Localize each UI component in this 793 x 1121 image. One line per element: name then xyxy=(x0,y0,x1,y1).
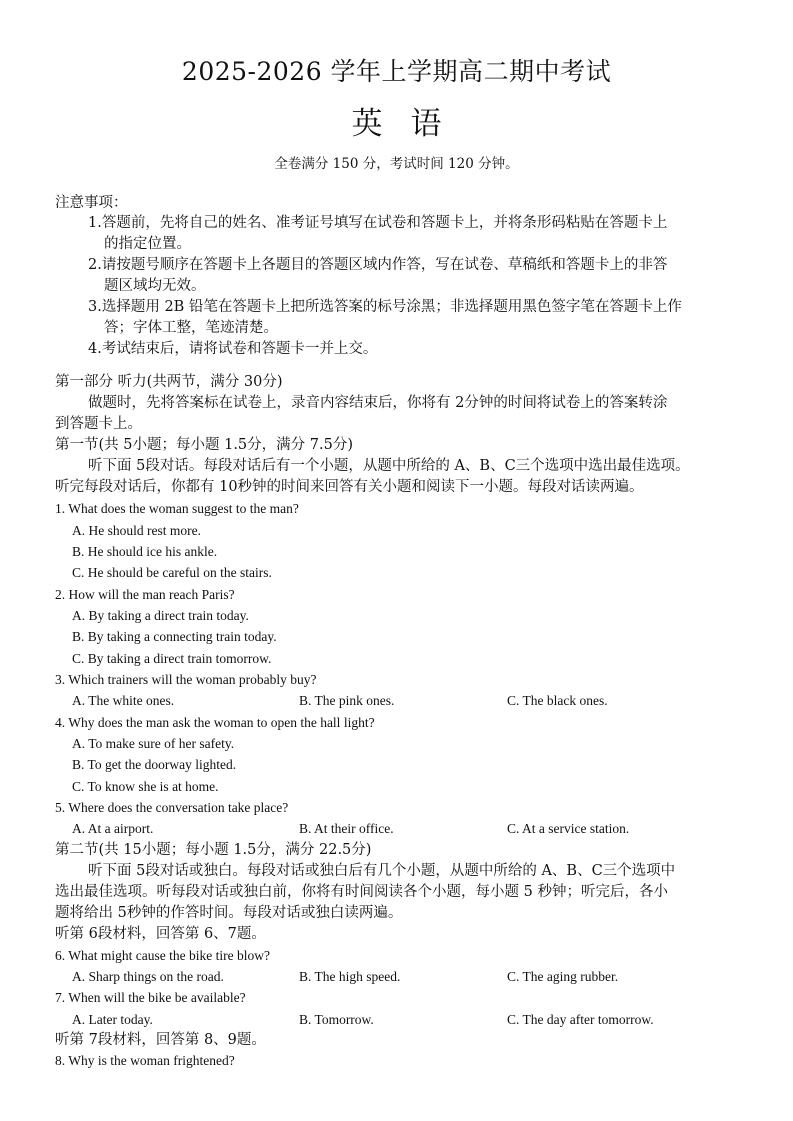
q1-option-c: C. He should be careful on the stairs. xyxy=(72,565,272,580)
q2-option-c: C. By taking a direct train tomorrow. xyxy=(72,651,272,666)
question-1: 1. What does the woman suggest to the man? xyxy=(55,501,299,516)
q1-option-b: B. He should ice his ankle. xyxy=(72,544,218,559)
q7-option-a: A. Later today. xyxy=(72,1012,153,1027)
question-6: 6. What might cause the bike tire blow? xyxy=(55,948,270,963)
note-item-3-line1: 3.选择题用 2B 铅笔在答题卡上把所选答案的标号涂黑；非选择题用黑色签字笔在答题卡上作 xyxy=(88,299,682,315)
question-4: 4. Why does the man ask the woman to open the hall light? xyxy=(55,715,375,730)
question-3: 3. Which trainers will the woman probably buy? xyxy=(55,672,317,687)
note-item-2-line2: 题区域均无效。 xyxy=(104,278,206,294)
note-item-4: 4.考试结束后，请将试卷和答题卡一并上交。 xyxy=(88,341,378,357)
q3-option-a: A. The white ones. xyxy=(72,693,175,708)
notes-heading: 注意事项： xyxy=(55,195,128,211)
q6-option-c: C. The aging rubber. xyxy=(507,969,619,984)
q5-option-a: A. At a airport. xyxy=(72,821,154,836)
question-2: 2. How will the man reach Paris? xyxy=(55,587,235,602)
part1-instructions-line2: 到答题卡上。 xyxy=(55,416,142,432)
section1-instructions-line2: 听完每段对话后，你都有 10秒钟的时间来回答有关小题和阅读下一小题。每段对话读两遍。 xyxy=(55,479,644,495)
q7-option-c: C. The day after tomorrow. xyxy=(507,1012,654,1027)
q2-option-b: B. By taking a connecting train today. xyxy=(72,629,277,644)
q6-option-a: A. Sharp things on the road. xyxy=(72,969,224,984)
note-item-1-line1: 1.答题前，先将自己的姓名、准考证号填写在试卷和答题卡上，并将条形码粘贴在答题卡上 xyxy=(88,215,668,231)
q3-option-c: C. The black ones. xyxy=(507,693,608,708)
q4-option-b: B. To get the doorway lighted. xyxy=(72,757,237,772)
material-6-heading: 听第 6段材料，回答第 6、7题。 xyxy=(55,926,266,942)
question-8: 8. Why is the woman frightened? xyxy=(55,1053,235,1068)
score-info: 全卷满分 150 分，考试时间 120 分钟。 xyxy=(274,156,519,172)
subject-title: 英语 xyxy=(351,106,470,142)
part1-instructions-line1: 做题时，先将答案标在试卷上，录音内容结束后，你将有 2分钟的时间将试卷上的答案转涂 xyxy=(88,395,668,411)
q4-option-c: C. To know she is at home. xyxy=(72,779,219,794)
note-item-3-line2: 答；字体工整，笔迹清楚。 xyxy=(104,320,278,336)
note-item-2-line1: 2.请按题号顺序在答题卡上各题目的答题区域内作答，写在试卷、草稿纸和答题卡上的非答 xyxy=(88,257,668,273)
section2-heading: 第二节(共 15小题；每小题 1.5分，满分 22.5分) xyxy=(55,842,372,858)
section1-heading: 第一节(共 5小题；每小题 1.5分，满分 7.5分) xyxy=(55,437,353,453)
material-7-heading: 听第 7段材料，回答第 8、9题。 xyxy=(55,1032,266,1048)
q6-option-b: B. The high speed. xyxy=(299,969,401,984)
section1-instructions-line1: 听下面 5段对话。每段对话后有一个小题，从题中所给的 A、B、C三个选项中选出最佳选项。 xyxy=(88,458,690,474)
q1-option-a: A. He should rest more. xyxy=(72,523,201,538)
q2-option-a: A. By taking a direct train today. xyxy=(72,608,249,623)
note-item-1-line2: 的指定位置。 xyxy=(104,236,191,252)
q7-option-b: B. Tomorrow. xyxy=(299,1012,374,1027)
question-5: 5. Where does the conversation take place? xyxy=(55,800,289,815)
q5-option-b: B. At their office. xyxy=(299,821,394,836)
section2-instructions-line2: 选出最佳选项。听每段对话或独白前，你将有时间阅读各个小题，每小题 5 秒钟；听完后，各小 xyxy=(55,884,668,900)
q5-option-c: C. At a service station. xyxy=(507,821,630,836)
q3-option-b: B. The pink ones. xyxy=(299,693,395,708)
q4-option-a: A. To make sure of her safety. xyxy=(72,736,235,751)
section2-instructions-line3: 题将给出 5秒钟的作答时间。每段对话或独白读两遍。 xyxy=(55,905,403,921)
part1-heading: 第一部分 听力(共两节，满分 30分) xyxy=(55,374,283,390)
exam-title: 2025-2026 学年上学期高二期中考试 xyxy=(181,57,612,86)
question-7: 7. When will the bike be available? xyxy=(55,990,246,1005)
section2-instructions-line1: 听下面 5段对话或独白。每段对话或独白后有几个小题，从题中所给的 A、B、C三个选项中 xyxy=(88,863,676,879)
